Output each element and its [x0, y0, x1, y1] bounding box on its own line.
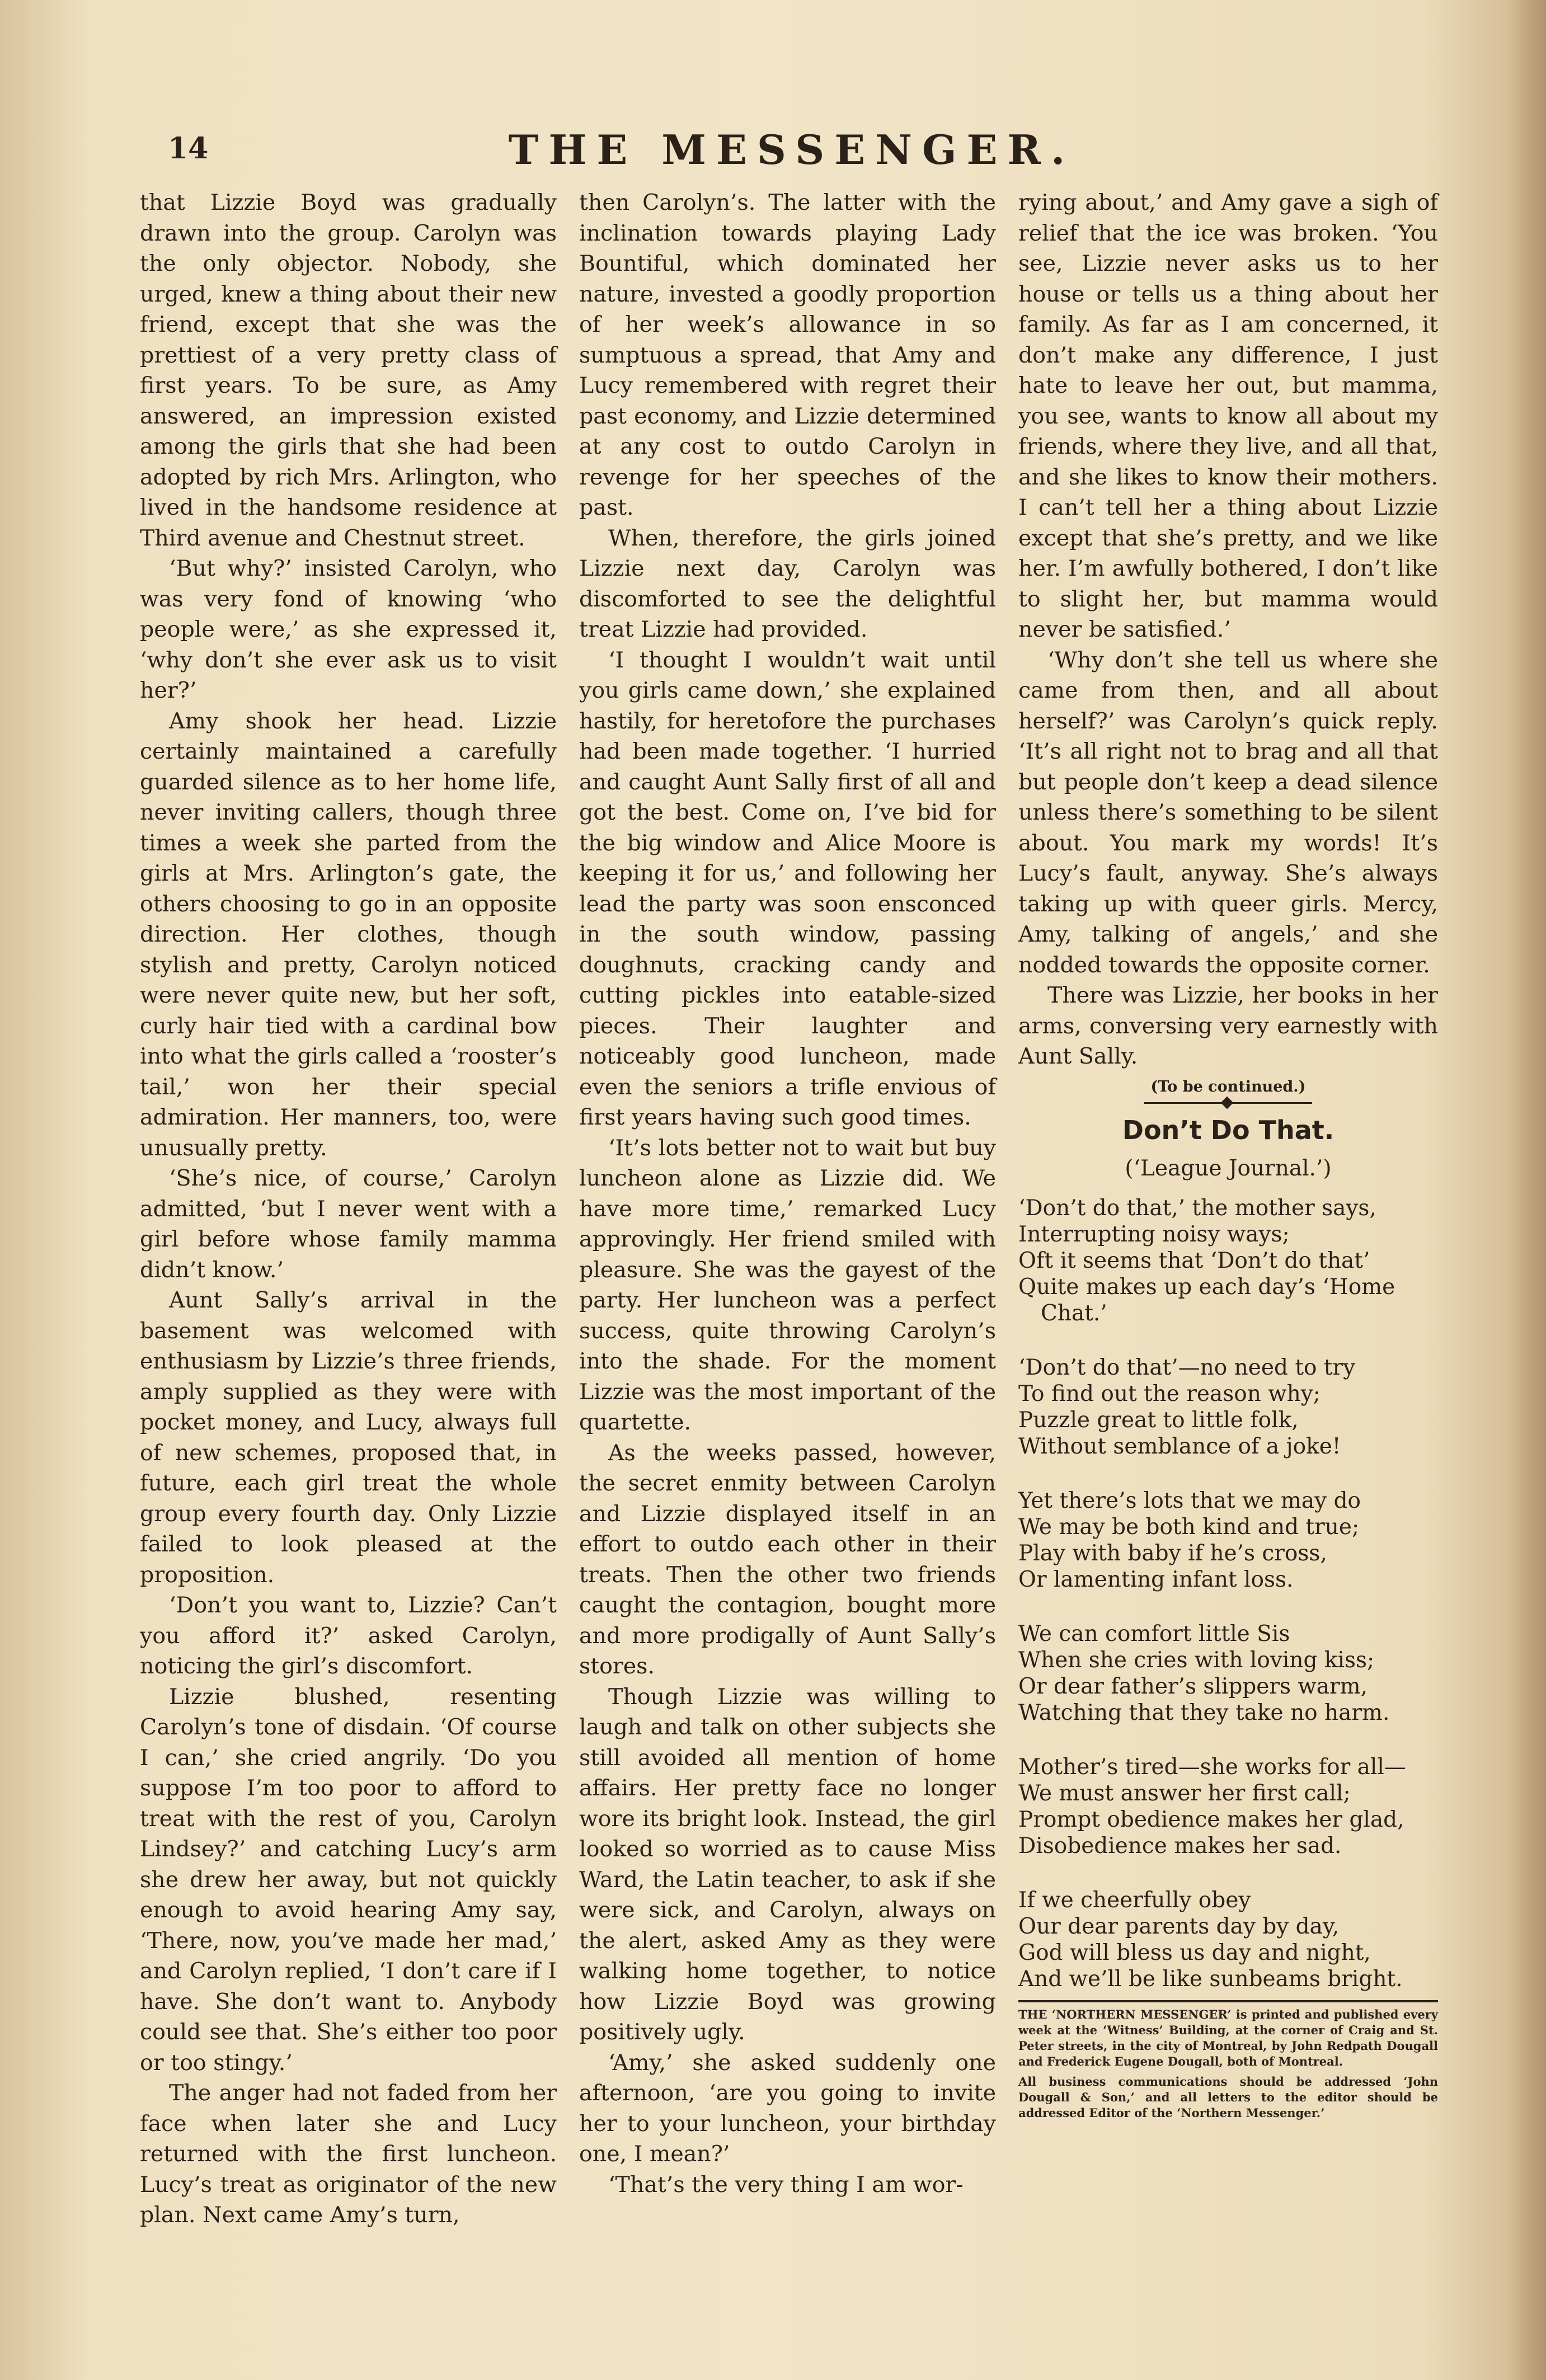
poem-line: Chat.’: [1041, 1301, 1107, 1326]
imprint-paragraph: THE ‘NORTHERN MESSENGER’ is printed and published every week at the ‘Witness’ Building, at the corner of Craig and St. Peter streets, in the city of Montreal, by John Redpath Dougall and Frederick Eugene Dougall, both of Montreal.: [1018, 2007, 1438, 2068]
poem-line: Yet there’s lots that we may do: [1018, 1488, 1361, 1513]
section-divider: [1144, 1102, 1312, 1104]
paragraph: Though Lizzie was willing to laugh and talk on other subjects she still avoided all mention of home affairs. Her pretty face no longer wore its bright look. Instead, the girl looked so worried as to cause Miss Ward, the Latin teacher, to ask if she were sick, and Carolyn, always on the alert, asked Amy as they were walking home together, to notice how Lizzie Boyd was growing positively ugly.: [579, 1683, 996, 2045]
poem-line: Or dear father’s slippers warm,: [1018, 1674, 1368, 1699]
poem-stanza: [1018, 1754, 1438, 1859]
poem-line: And we’ll be like sunbeams bright.: [1018, 1967, 1403, 1992]
poem-stanza: [1018, 1621, 1438, 1726]
page-number: 14: [168, 131, 209, 166]
paragraph: rying about,’ and Amy gave a sigh of relief that the ice was broken. ‘You see, Lizzie never asks us to her house or tells us a thing about her family. As far as I am concerned, it don’t make any difference, I just hate to leave her out, but mamma, you see, wants to know all about my friends, where they live, and all that, and she likes to know their mothers. I can’t tell her a thing about Lizzie except that she’s pretty, and we like her. I’m awfully bothered, I don’t like to slight her, but mamma would never be satisfied.’: [1018, 190, 1438, 642]
paragraph: Aunt Sally’s arrival in the basement was welcomed with enthusiasm by Lizzie’s three friends, amply supplied as they were with pocket money, and Lucy, always full of new schemes, proposed that, in future, each girl treat the whole group every fourth day. Only Lizzie failed to look pleased at the proposition.: [140, 1287, 557, 1588]
paragraph: that Lizzie Boyd was gradually drawn into the group. Carolyn was the only objector. Nobody, she urged, knew a thing about their new friend, except that she was the prettiest of a very pretty class of first years. To be sure, as Amy answered, an impression existed among the girls that she had been adopted by rich Mrs. Arlington, who lived in the handsome residence at Third avenue and Chestnut street.: [140, 190, 557, 551]
poem-line: Puzzle great to little folk,: [1018, 1408, 1299, 1433]
column-1: [140, 187, 557, 2231]
imprint-rule: [1018, 2000, 1438, 2002]
poem-line: We can comfort little Sis: [1018, 1621, 1290, 1647]
paragraph: The anger had not faded from her face when later she and Lucy returned with the first luncheon. Lucy’s treat as originator of the new plan. Next came Amy’s turn,: [140, 2080, 557, 2228]
column-3: [1018, 187, 1438, 2125]
paragraph: then Carolyn’s. The latter with the inclination towards playing Lady Bountiful, which dominated her nature, invested a goodly proportion of her week’s allowance in so sumptuous a spread, that Amy and Lucy remembered with regret their past economy, and Lizzie determined at any cost to outdo Carolyn in revenge for her speeches of the past.: [579, 190, 996, 520]
poem: [1018, 1115, 1438, 1992]
paragraph: Lizzie blushed, resenting Carolyn’s tone of disdain. ‘Of course I can,’ she cried angrily. ‘Do you suppose I’m too poor to afford to treat with the rest of you, Carolyn Lindsey?’ and catching Lucy’s arm she drew her away, but not quickly enough to avoid hearing Amy say, ‘There, now, you’ve made her mad,’ and Carolyn replied, ‘I don’t care if I have. She don’t want to. Anybody could see that. She’s either too poor or too stingy.’: [140, 1683, 557, 2076]
poem-title: Don’t Do That.: [1122, 1115, 1334, 1145]
poem-line: Disobedience makes her sad.: [1018, 1833, 1342, 1859]
paragraph: ‘Amy,’ she asked suddenly one afternoon, ‘are you going to invite her to your luncheon, your birthday one, I mean?’: [579, 2049, 996, 2167]
page-header: [140, 126, 1444, 176]
poem-line: ‘Don’t do that,’ the mother says,: [1018, 1196, 1376, 1221]
poem-line: Play with baby if he’s cross,: [1018, 1541, 1327, 1566]
paragraph: ‘Don’t you want to, Lizzie? Can’t you afford it?’ asked Carolyn, noticing the girl’s discomfort.: [140, 1592, 557, 1679]
poem-line: Mother’s tired—she works for all—: [1018, 1755, 1406, 1780]
poem-line: We must answer her first call;: [1018, 1781, 1351, 1806]
poem-line: Interrupting noisy ways;: [1018, 1222, 1290, 1247]
poem-line: If we cheerfully obey: [1018, 1888, 1251, 1913]
paragraph: ‘I thought I wouldn’t wait until you girls came down,’ she explained hastily, for heretofore the purchases had been made together. ‘I hurried and caught Aunt Sally first of all and got the best. Come on, I’ve bid for the big window and Alice Moore is keeping it for us,’ and following her lead the party was soon ensconced in the south window, passing doughnuts, cracking candy and cutting pickles into eatable-sized pieces. Their laughter and noticeably good luncheon, made even the seniors a trifle envious of first years having such good times.: [579, 647, 996, 1130]
publisher-imprint: [1018, 2007, 1438, 2121]
paragraph: ‘It’s lots better not to wait but buy luncheon alone as Lizzie did. We have more time,’ remarked Lucy approvingly. Her friend smiled with pleasure. She was the gayest of the party. Her luncheon was a perfect success, quite throwing Carolyn’s into the shade. For the moment Lizzie was the most important of the quartette.: [579, 1135, 996, 1435]
paragraph: Amy shook her head. Lizzie certainly maintained a carefully guarded silence as to her home life, never inviting callers, though three times a week she parted from the girls at Mrs. Arlington’s gate, the others choosing to go in an opposite direction. Her clothes, though stylish and pretty, Carolyn noticed were never quite new, but her soft, curly hair tied with a cardinal bow into what the girls called a ‘rooster’s tail,’ won her their special admiration. Her manners, too, were unusually pretty.: [140, 708, 557, 1161]
paragraph: ‘That’s the very thing I am wor-: [608, 2171, 964, 2198]
masthead: THE MESSENGER.: [508, 126, 1075, 173]
poem-line: Oft it seems that ‘Don’t do that’: [1018, 1248, 1370, 1273]
poem-line: ‘Don’t do that’—no need to try: [1018, 1355, 1356, 1380]
paragraph: ‘She’s nice, of course,’ Carolyn admitted, ‘but I never went with a girl before whose family mamma didn’t know.’: [140, 1165, 557, 1283]
poem-line: To find out the reason why;: [1018, 1381, 1321, 1407]
poem-line: God will bless us day and night,: [1018, 1940, 1371, 1965]
poem-line: Quite makes up each day’s ‘Home: [1018, 1274, 1395, 1300]
poem-stanza: [1018, 1354, 1438, 1460]
poem-line: Watching that they take no harm.: [1018, 1700, 1390, 1725]
poem-line: When she cries with loving kiss;: [1018, 1648, 1375, 1673]
poem-stanza: [1018, 1488, 1438, 1593]
poem-line: Without semblance of a joke!: [1018, 1434, 1341, 1459]
imprint-paragraph: All business communications should be addressed ‘John Dougall & Son,’ and all letters to the editor should be addressed Editor of the ‘Northern Messenger.’: [1018, 2075, 1438, 2120]
page-edge-shadow: [1507, 0, 1546, 2380]
poem-line: Our dear parents day by day,: [1018, 1914, 1340, 1939]
poem-source: (‘League Journal.’): [1125, 1155, 1332, 1181]
paragraph: When, therefore, the girls joined Lizzie next day, Carolyn was discomforted to see the delightful treat Lizzie had provided.: [579, 525, 996, 642]
continued-notice: (To be continued.): [1150, 1078, 1306, 1095]
poem-stanza: [1018, 1195, 1438, 1327]
paragraph: As the weeks passed, however, the secret enmity between Carolyn and Lizzie displayed itself in an effort to outdo each other in their treats. Then the other two friends caught the contagion, bought more and more prodigally of Aunt Sally’s stores.: [579, 1440, 996, 1679]
poem-line: Or lamenting infant loss.: [1018, 1567, 1294, 1592]
poem-stanza: [1018, 1887, 1438, 1992]
poem-line: Prompt obedience makes her glad,: [1018, 1807, 1404, 1832]
poem-line: We may be both kind and true;: [1018, 1514, 1360, 1540]
column-2: [579, 187, 996, 2200]
paragraph: ‘Why don’t she tell us where she came from then, and all about herself?’ was Carolyn’s quick reply. ‘It’s all right not to brag and all that but people don’t keep a dead silence unless there’s something to be silent about. You mark my words! It’s Lucy’s fault, anyway. She’s always taking up with queer girls. Mercy, Amy, talking of angels,’ and she nodded towards the opposite corner.: [1018, 647, 1438, 978]
paragraph: ‘But why?’ insisted Carolyn, who was very fond of knowing ‘who people were,’ as she expressed it, ‘why don’t she ever ask us to visit her?’: [140, 556, 557, 703]
paragraph: There was Lizzie, her books in her arms, conversing very earnestly with Aunt Sally.: [1018, 982, 1438, 1069]
